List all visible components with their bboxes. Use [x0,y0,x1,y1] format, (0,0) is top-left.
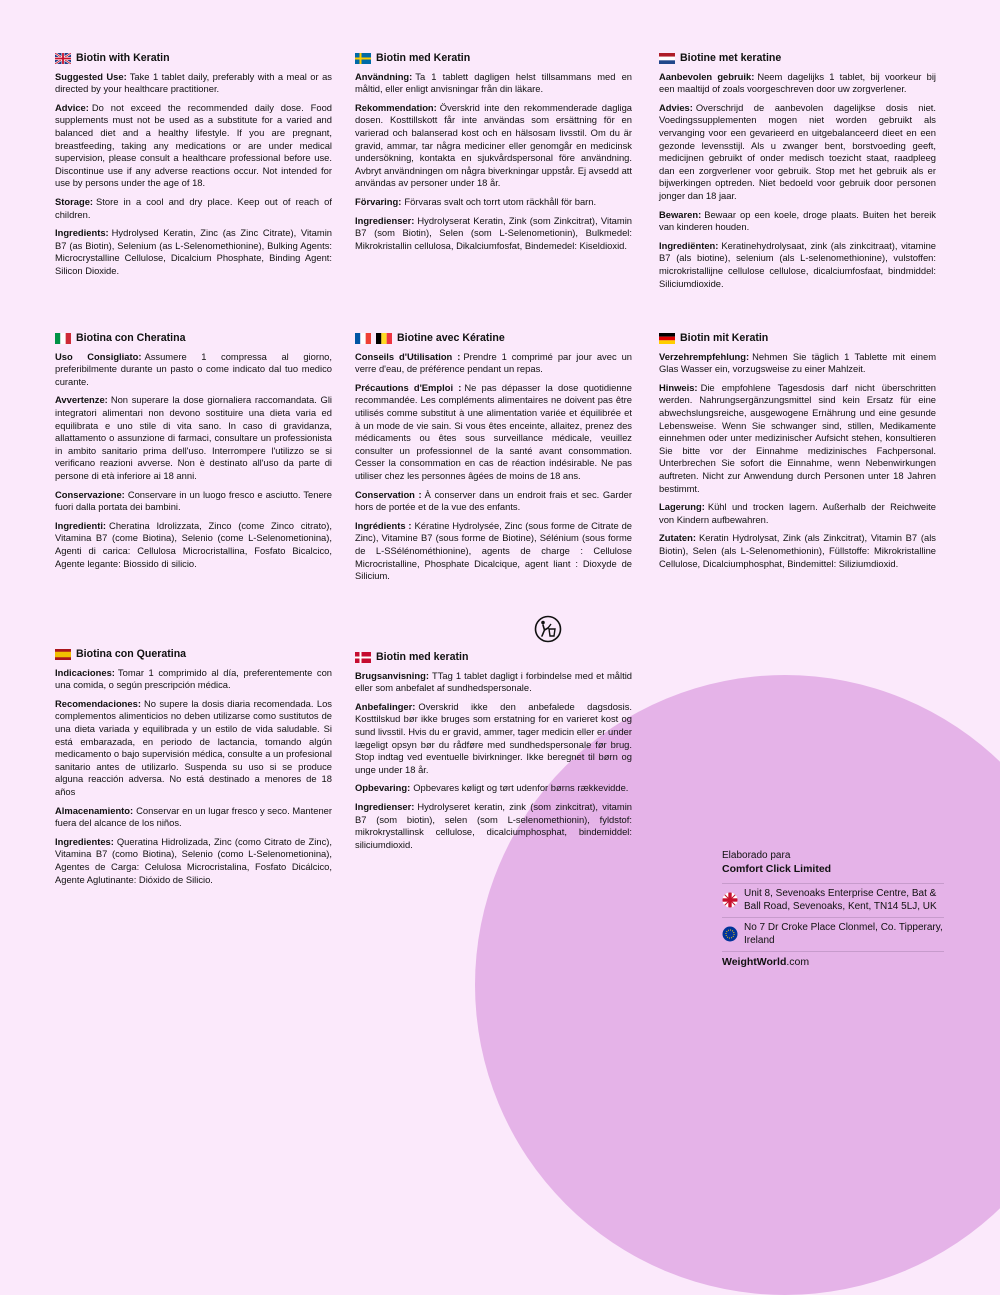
uk-flag-icon [55,53,71,64]
belgium-flag-icon [376,333,392,344]
section-title: Biotin with Keratin [76,52,170,64]
france-flag-icon [355,333,371,344]
spain-flag-icon [55,649,71,660]
section-title: Biotina con Queratina [76,648,187,660]
made-for-label: Elaborado para [722,850,791,861]
manufacturer-address [722,850,944,969]
uk-flag-icon [722,892,738,908]
section-title: Biotina con Cheratina [76,332,186,344]
section-nl: Biotine met keratine Aanbevolen gebruik: Neem dagelijks 1 tablet, bij voorkeur bij een maaltijd of zoals voorgeschreven door uw zorgverlener. Advies: Overschrijd de aanbevolen dagelijkse dosis niet. Voedingssupplementen mogen niet worden gebruikt als vervanging voor een gevarieerd en uitgebalanceerd dieet en een gezonde levensstijl. Als u zwanger bent, borstvoeding geeft, medicijnen gebruikt of onder medisch toezicht staat, raadpleeg dan een zorgverlener voor gebruik. Stop met het gebruik als er bijwerkingen optreden. Niet bedoeld voor gebruik door personen jonger dan 18 jaar. Bewaren: Bewaar op een koele, droge plaats. Buiten het bereik van kinderen houden. Ingrediënten: Keratinehydrolysaat, zink (als zinkcitraat), vitamine B7 (als biotine), selenium (als L-selenomethionine), vulstoffen: microkristallijne cellulose cellulose, dicalciumfosfaat, bindmiddel: Siliciumdioxide. [659,52,936,289]
italy-flag-icon [55,333,71,344]
section-title: Biotin mit Keratin [680,332,769,344]
denmark-flag-icon [355,652,371,663]
eu-address: No 7 Dr Croke Place Clonmel, Co. Tipperary, Ireland [744,922,943,946]
section-title: Biotin med keratin [376,651,469,663]
germany-flag-icon [659,333,675,344]
section-en: Biotin with Keratin Suggested Use: Take 1 tablet daily, preferably with a meal or as directed by your healthcare practitioner. Advice: Do not exceed the recommended daily dose. Food supplements must not be used as a substitute for a varied and balanced diet and a healthy lifestyle. If you are pregnant, breastfeeding, taking any medications or are under medical supervision, please consult a healthcare professional before use. Discontinue use if any adverse reactions occur. Not intended for use by persons under the age of 18. Storage: Store in a cool and dry place. Keep out of reach of children. Ingredients: Hydrolysed Keratin, Zinc (as Zinc Citrate), Vitamin B7 (as Biotin), Selenium (as L-Selenomethionine), Bulking Agents: Microcrystalline Cellulose, Dicalcium Phosphate, Binding Agent: Silicon Dioxide. [55,52,332,276]
tidyman-recycle-icon [534,615,562,643]
netherlands-flag-icon [659,53,675,64]
section-it: Biotina con Cheratina Uso Consigliato: Assumere 1 compressa al giorno, preferibilmente durante un pasto o come indicato dal tuo medico curante. Avvertenze: Non superare la dose giornaliera raccomandata. Gli integratori alimentari non devono sostituire una dieta varia ed equilibrata e uno stile di vita sano. In caso di gravidanza, allattamento o assunzione di farmaci, consultare un professionista in ambito sanitario prima dell'uso. Interrompere l'utilizzo se si verificano reazioni avverse. Non è destinato all'uso da parte di persone di età inferiore ai 18 anni. Conservazione: Conservare in un luogo fresco e asciutto. Tenere fuori dalla portata dei bambini. Ingredienti: Cheratina Idrolizzata, Zinco (come Zinco citrato), Vitamina B7 (come Biotina), Selenio (come L-Selenometionina), Agenti di carica: Cellulosa Microcristallina, Fosfato Bicalcico, Agente legante: Biossido di silicio. [55,332,332,569]
section-title: Biotine avec Kératine [397,332,505,344]
section-title: Biotine met keratine [680,52,782,64]
uk-address: Unit 8, Sevenoaks Enterprise Centre, Bat & Ball Road, Sevenoaks, Kent, TN14 5LJ, UK [744,888,937,912]
section-title: Biotin med Keratin [376,52,471,64]
website-link[interactable]: WeightWorld.com [722,951,944,969]
section-es: Biotina con Queratina Indicaciones: Tomar 1 comprimido al día, preferentemente con una comida, o según prescripción médica. Recomendaciones: No supere la dosis diaria recomendada. Los complementos alimenticios no deben utilizarse como sustitutos de una dieta variada y equilibrada y un estilo de vida saludable. Si está embarazada, en periodo de lactancia, tomando algún medicamento o bajo supervisión médica, consulte a un profesional sanitario antes de utilizarlo. Suspenda su uso si se produce alguna reacción adversa. No está destinado a menores de 18 años Almacenamiento: Conservar en un lugar fresco y seco. Mantener fuera del alcance de los niños. Ingredientes: Queratina Hidrolizada, Zinc (como Citrato de Zinc), Vitamina B7 (como Biotina), Selenio (como L-Selenometionina), Agentes de Carga: Celulosa Microcristalina, Fosfato Dicálcico, Agente Aglutinante: Dióxido de Silicio. [55,648,332,885]
eu-flag-icon [722,926,738,942]
company-name: Comfort Click Limited [722,862,832,875]
section-dk: Biotin med keratin Brugsanvisning: TTag 1 tablet dagligt i forbindelse med et måltid eller som anbefalet af sundhedspersonale. Anbefalinger: Overskrid ikke den anbefalede dagsdosis. Kosttilskud bør ikke bruges som erstatning for en varieret kost og sund livsstil. Hvis du er gravid, ammer, tager medicin eller er under lægeligt opsyn bør du rådføre med sundhedspersonale før brug. Stop indtag ved eventuelle bivirkninger. Ikke beregnet til børn og unge under 18 år. Opbevaring: Opbevares køligt og tørt udenfor børns rækkevidde. Ingredienser: Hydrolyseret keratin, zink (som zinkcitrat), vitamin B7 (som biotin), selen (som L-selenomethionin), fyldstof: mikrokrystallinsk cellulose, dicalciumphosphat, bindemiddel: siliciumdioxid. [355,651,632,850]
sweden-flag-icon [355,53,371,64]
section-de: Biotin mit Keratin Verzehrempfehlung: Nehmen Sie täglich 1 Tablette mit einem Glas Wasser ein, vorzugsweise zu einer Mahlzeit. Hinweis: Die empfohlene Tagesdosis darf nicht überschritten werden. Nahrungsergänzungsmittel sind kein Ersatz für eine abwechslungsreiche, ausgewogene Ernährung und eine gesunde Lebensweise. Wenn Sie schwanger sind, stillen, Medikamente einnehmen oder unter medizinischer Aufsicht stehen, konsultieren Sie bitte vor der Einnahme medizinisches Fachpersonal. Unterbrechen Sie sofort die Einnahme, wenn Nebenwirkungen auftreten. Nicht zur Anwendung durch Personen unter 18 Jahren bestimmt. Lagerung: Kühl und trocken lagern. Außerhalb der Reichweite von Kindern aufbewahren. Zutaten: Keratin Hydrolysat, Zink (als Zinkcitrat), Vitamin B7 (als Biotin), Selen (als L-Selenomethionin), Füllstoffe: Mikrokristalline Cellulose, Dicalciumphosphat, Bindemittel: Siliziumdioxid. [659,332,936,569]
section-fr: Biotine avec Kératine Conseils d'Utilisation : Prendre 1 comprimé par jour avec un verre d'eau, de préférence pendant un repas. Précautions d'Emploi : Ne pas dépasser la dose quotidienne recommandée. Les compléments alimentaires ne doivent pas être utilisés comme substitut à une alimentation variée et équilibrée et à un mode de vie sain. Si vous êtes enceinte, allaitez, prenez des médicaments ou êtes sous surveillance médicale, veuillez consulter un professionnel de la santé avant consommation. Cesser la consommation en cas de réaction indésirable. Ne pas utiliser chez les personnes âgées de moins de 18 ans. Conservation : À conserver dans un endroit frais et sec. Garder hors de portée et de la vue des enfants. Ingrédients : Kératine Hydrolysée, Zinc (sous forme de Citrate de Zinc), Vitamine B7 (sous forme de Biotine), Sélénium (sous forme de L-SSélénométhionine), agents de charge : Cellulose Microcristalline, Phosphate Dicalcique, agent liant : Dioxyde de Silicium. [355,332,633,582]
section-se: Biotin med Keratin Användning: Ta 1 tablett dagligen helst tillsammans med en måltid, eller enligt anvisningar från din läkare. Rekommendation: Överskrid inte den rekommenderade dagliga dosen. Kosttillskott får inte användas som ersättning för en varierad och balanserad kost och en hälsosam livsstil. Om du är gravid, ammar, tar några mediciner eller genomgår en medicinsk undersökning, kontakta en sjukvårdspersonal före användning. Avbryt användningen om några biverkningar uppstår. Ej avsedd att användas av personer under 18 år. Förvaring: Förvaras svalt och torrt utom räckhåll för barn. Ingredienser: Hydrolyserat Keratin, Zink (som Zinkcitrat), Vitamin B7 (som Biotin), Selen (som L-Selenometionin), Bulkmedel: Mikrokristallin cellulosa, Dikalciumfosfat, Bindemedel: Kiseldioxid. [355,52,632,251]
